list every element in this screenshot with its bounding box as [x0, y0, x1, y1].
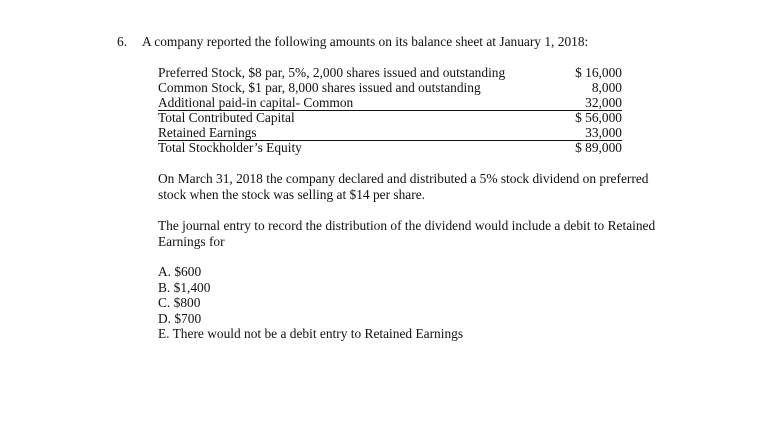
choice-d: D. $700 — [158, 310, 202, 326]
row-label-additional-paid-in-capital: Additional paid-in capital- Common — [158, 95, 588, 111]
choice-e: E. There would not be a debit entry to Retained Earnings — [158, 326, 464, 342]
question-text: The journal entry to record the distribution of the dividend would include a debit to Retained Earnings for — [158, 218, 656, 249]
row-amount-common-stock: 8,000 — [591, 80, 622, 95]
balance-sheet-row — [158, 65, 622, 80]
question-number: 6. — [117, 34, 128, 49]
row-label-total-contributed-capital: Total Contributed Capital — [158, 110, 295, 125]
question-header — [117, 34, 588, 50]
choice-c: C. $800 — [158, 295, 201, 311]
row-amount-additional-paid-in-capital: 32,000 — [585, 95, 622, 110]
scenario-text: On March 31, 2018 the company declared and distributed a 5% stock dividend on preferred stock when the stock was selling at $14 per share. — [158, 171, 649, 202]
row-label-preferred-stock: Preferred Stock, $8 par, 5%, 2,000 shares issued and outstanding — [158, 65, 506, 80]
row-label-retained-earnings: Retained Earnings — [158, 125, 588, 141]
balance-sheet-row — [158, 125, 622, 140]
question-prompt: A company reported the following amounts on its balance sheet at January 1, 2018: — [142, 34, 589, 49]
row-label-common-stock: Common Stock, $1 par, 8,000 shares issued and outstanding — [158, 80, 481, 95]
choice-b: B. $1,400 — [158, 279, 211, 295]
answer-choices — [158, 264, 463, 342]
balance-sheet-row — [158, 80, 622, 95]
choice-a: A. $600 — [158, 264, 202, 279]
row-amount-total-stockholders-equity: $ 89,000 — [575, 140, 622, 155]
row-amount-preferred-stock: $ 16,000 — [575, 65, 622, 80]
row-label-total-stockholders-equity: Total Stockholder’s Equity — [158, 140, 302, 155]
row-amount-retained-earnings: 33,000 — [585, 125, 622, 140]
balance-sheet-row — [158, 95, 622, 110]
balance-sheet-row — [158, 110, 622, 125]
balance-sheet-row — [158, 140, 622, 155]
row-amount-total-contributed-capital: $ 56,000 — [575, 110, 622, 125]
